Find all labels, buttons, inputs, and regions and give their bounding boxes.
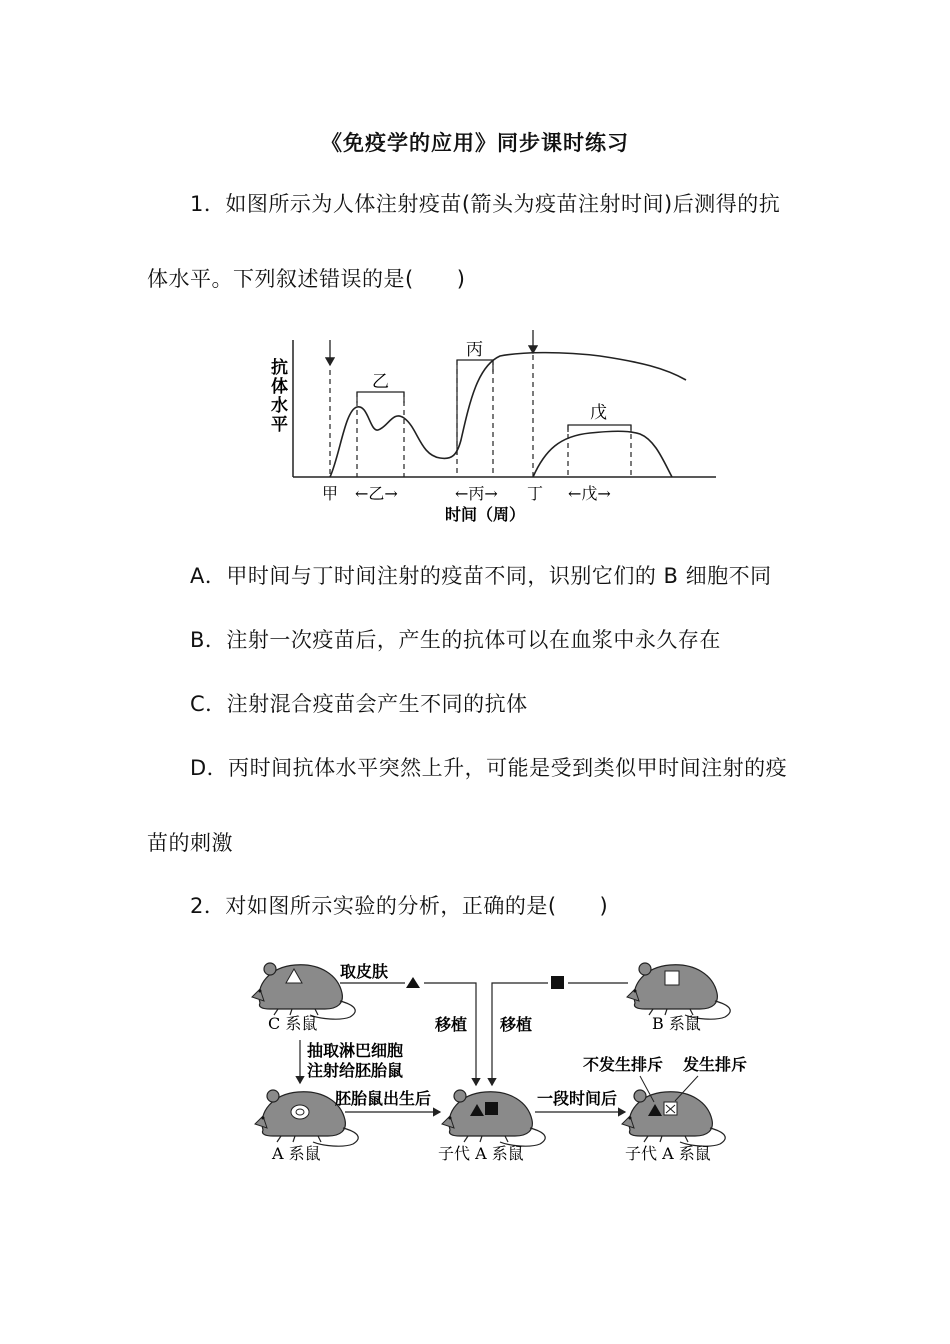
x-mark-wu: ←戊→ <box>568 484 611 503</box>
offspring-2-label: 子代 A 系鼠 <box>625 1144 711 1163</box>
x-mark-bing: ←丙→ <box>455 484 498 503</box>
y-label-3: 水 <box>271 396 288 416</box>
graft-arrow-2 <box>492 983 548 1085</box>
skin-square-b <box>551 976 564 989</box>
bracket-label-wu: 戊 <box>590 403 607 423</box>
y-label-1: 抗 <box>271 358 288 378</box>
y-label-2: 体 <box>271 377 288 397</box>
offspring-mouse-1 <box>442 1090 545 1146</box>
offspring1-square <box>485 1102 498 1115</box>
offspring-1-label: 子代 A 系鼠 <box>438 1144 524 1163</box>
q1-stem-line2: 体水平。下列叙述错误的是( ) <box>147 267 466 291</box>
x-mark-ding: 丁 <box>527 484 544 503</box>
q1-stem-line1: 1．如图所示为人体注射疫苗(箭头为疫苗注射时间)后测得的抗 <box>190 192 781 216</box>
b-mouse-square-mark <box>665 971 679 985</box>
skin-triangle-c <box>406 977 420 988</box>
page-title: 《免疫学的应用》同步课时练习 <box>321 131 629 155</box>
x-mark-yi: ←乙→ <box>355 484 398 503</box>
bracket-bing <box>457 360 493 455</box>
q1-option-b: B．注射一次疫苗后，产生的抗体可以在血浆中永久存在 <box>190 628 721 652</box>
x-mark-jia: 甲 <box>322 484 339 503</box>
graft-label-2: 移植 <box>500 1015 533 1034</box>
extract-label-2: 注射给胚胎鼠 <box>307 1061 404 1080</box>
q1-option-d-line1: D．丙时间抗体水平突然上升，可能是受到类似甲时间注射的疫 <box>190 756 788 780</box>
after-birth-label: 胚胎鼠出生后 <box>335 1089 432 1108</box>
no-reject-label: 不发生排斥 <box>583 1055 664 1074</box>
q1-option-a: A．甲时间与丁时间注射的疫苗不同，识别它们的 B 细胞不同 <box>190 564 772 588</box>
reject-label: 发生排斥 <box>683 1055 748 1074</box>
embryo-mark <box>291 1105 309 1119</box>
extract-label-1: 抽取淋巴细胞 <box>307 1041 404 1060</box>
a-mouse-label: A 系鼠 <box>272 1144 321 1163</box>
after-time-label: 一段时间后 <box>537 1089 618 1108</box>
q1-option-c: C．注射混合疫苗会产生不同的抗体 <box>190 692 528 716</box>
y-label-4: 平 <box>271 415 288 435</box>
q1-option-d-line2: 苗的刺激 <box>147 831 233 855</box>
bracket-label-yi: 乙 <box>372 372 389 392</box>
x-axis-label: 时间（周） <box>445 505 526 524</box>
graft-label-1: 移植 <box>435 1015 468 1034</box>
q2-stem: 2．对如图所示实验的分析，正确的是( ) <box>190 894 609 918</box>
antibody-chart <box>265 330 725 530</box>
antibody-curve-2 <box>533 431 672 477</box>
bracket-yi <box>357 392 404 403</box>
graft-arrow-1 <box>424 983 476 1085</box>
b-mouse-label: B 系鼠 <box>652 1014 701 1033</box>
bracket-label-bing: 丙 <box>466 340 483 360</box>
c-mouse-label: C 系鼠 <box>268 1014 318 1033</box>
take-skin-label: 取皮肤 <box>340 962 389 981</box>
graft-experiment-figure <box>255 945 755 1170</box>
offspring-mouse-2 <box>622 1090 725 1146</box>
